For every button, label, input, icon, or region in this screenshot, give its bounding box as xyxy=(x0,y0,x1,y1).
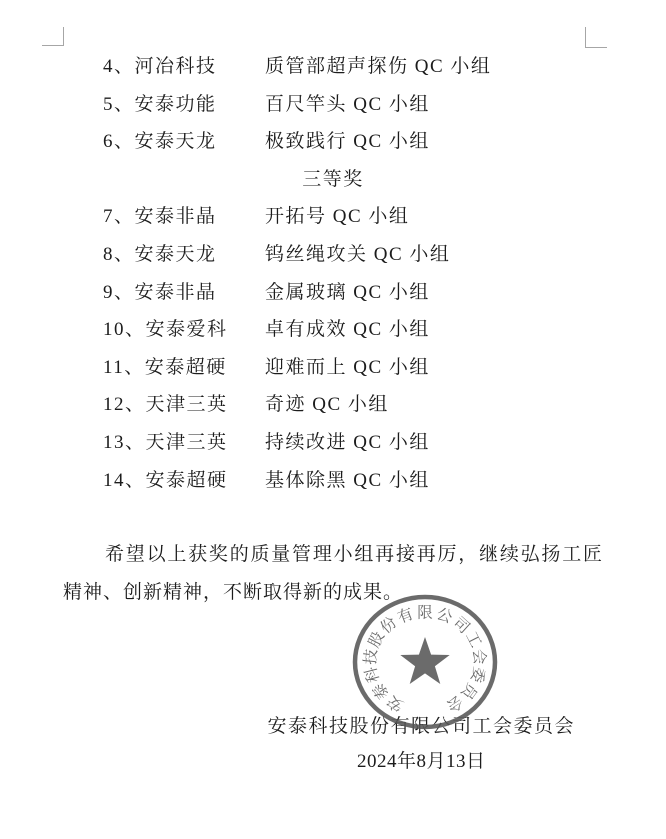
award-number: 7、 xyxy=(103,206,135,228)
seal-ring-char: 会 xyxy=(469,648,488,666)
seal-ring-char: 会 xyxy=(443,691,466,715)
award-number: 11、 xyxy=(103,356,145,378)
seal-ring-char: 科 xyxy=(362,664,384,685)
award-group: 质管部超声探伤 QC 小组 xyxy=(265,56,492,77)
award-row xyxy=(63,205,603,243)
seal-ring-char: 司 xyxy=(449,614,473,638)
award-company: 安泰功能 xyxy=(134,93,217,115)
signature-inner xyxy=(267,713,575,775)
award-number: 12、 xyxy=(103,394,146,416)
award-company: 安泰爱科 xyxy=(145,319,228,341)
seal-ring-text xyxy=(361,604,489,716)
margin-crop-mark-top-right xyxy=(585,27,607,48)
award-company: 安泰超硬 xyxy=(145,469,228,491)
award-row xyxy=(63,469,603,507)
award-number: 13、 xyxy=(103,431,146,453)
seal-ring-char: 公 xyxy=(434,605,455,627)
award-row xyxy=(63,318,603,356)
section-heading-third-prize: 三等奖 xyxy=(302,168,364,190)
award-row xyxy=(63,393,603,431)
award-company-cell xyxy=(103,356,265,394)
award-company: 河冶科技 xyxy=(134,56,217,77)
award-company-cell xyxy=(103,205,265,243)
seal-ring-char: 泰 xyxy=(369,679,393,703)
award-company: 安泰非晶 xyxy=(134,281,217,303)
seal-ring-char: 份 xyxy=(377,614,401,638)
award-company-cell xyxy=(103,130,265,168)
award-row xyxy=(63,356,603,394)
signature-date: 2024年8月13日 xyxy=(356,751,486,772)
award-company-cell xyxy=(103,393,265,431)
margin-crop-mark-top-left xyxy=(42,27,64,46)
seal-ring-char: 股 xyxy=(365,628,388,651)
award-company-cell xyxy=(103,281,265,319)
award-group: 卓有成效 QC 小组 xyxy=(265,319,430,341)
award-group: 百尺竿头 QC 小组 xyxy=(265,93,430,115)
award-group: 开拓号 QC 小组 xyxy=(265,206,410,228)
award-number: 5、 xyxy=(103,93,135,115)
award-company: 安泰天龙 xyxy=(134,131,217,153)
star-icon xyxy=(400,637,449,684)
award-company: 安泰天龙 xyxy=(134,243,217,265)
award-group: 迎难而上 QC 小组 xyxy=(265,356,430,378)
seal-ring-char: 安 xyxy=(384,691,407,715)
seal-ring-char: 工 xyxy=(462,628,485,651)
document-body xyxy=(63,55,603,611)
award-number: 10、 xyxy=(103,319,146,341)
award-company-cell xyxy=(103,243,265,281)
award-row xyxy=(63,55,603,93)
award-company-cell xyxy=(103,469,265,507)
award-row xyxy=(63,281,603,319)
seal-ring-char: 员 xyxy=(457,679,481,703)
award-row xyxy=(63,431,603,469)
seal-ring-border xyxy=(355,597,495,727)
award-group: 金属玻璃 QC 小组 xyxy=(265,281,430,303)
award-company-cell xyxy=(103,318,265,356)
signature-organization: 安泰科技股份有限公司工会委员会 xyxy=(267,716,575,737)
award-group: 基体除黑 QC 小组 xyxy=(265,469,430,491)
award-group: 钨丝绳攻关 QC 小组 xyxy=(265,243,451,265)
award-number: 6、 xyxy=(103,131,135,153)
award-group: 持续改进 QC 小组 xyxy=(265,431,430,453)
award-company: 安泰非晶 xyxy=(134,206,217,228)
award-row xyxy=(63,130,603,168)
signature-block xyxy=(63,713,603,775)
award-number: 8、 xyxy=(103,243,135,265)
award-group: 奇迹 QC 小组 xyxy=(265,394,389,416)
award-row xyxy=(63,93,603,131)
award-company-cell xyxy=(103,55,265,93)
seal-ring-char: 委 xyxy=(466,664,488,685)
award-number: 14、 xyxy=(103,469,146,491)
award-number: 9、 xyxy=(103,281,135,303)
seal-ring-char: 有 xyxy=(395,605,416,627)
award-row xyxy=(63,243,603,281)
award-company-cell xyxy=(103,431,265,469)
closing-paragraph: 希望以上获奖的质量管理小组再接再厉，继续弘扬工匠精神、创新精神，不断取得新的成果。 xyxy=(63,544,603,603)
award-company: 安泰超硬 xyxy=(144,356,227,378)
seal-ring-char: 限 xyxy=(417,604,433,622)
award-group: 极致践行 QC 小组 xyxy=(265,131,430,153)
award-company: 天津三英 xyxy=(145,431,228,453)
award-company-cell xyxy=(103,93,265,131)
award-number: 4、 xyxy=(103,56,135,77)
seal-ring-char: 技 xyxy=(362,648,381,666)
award-company: 天津三英 xyxy=(145,394,228,416)
